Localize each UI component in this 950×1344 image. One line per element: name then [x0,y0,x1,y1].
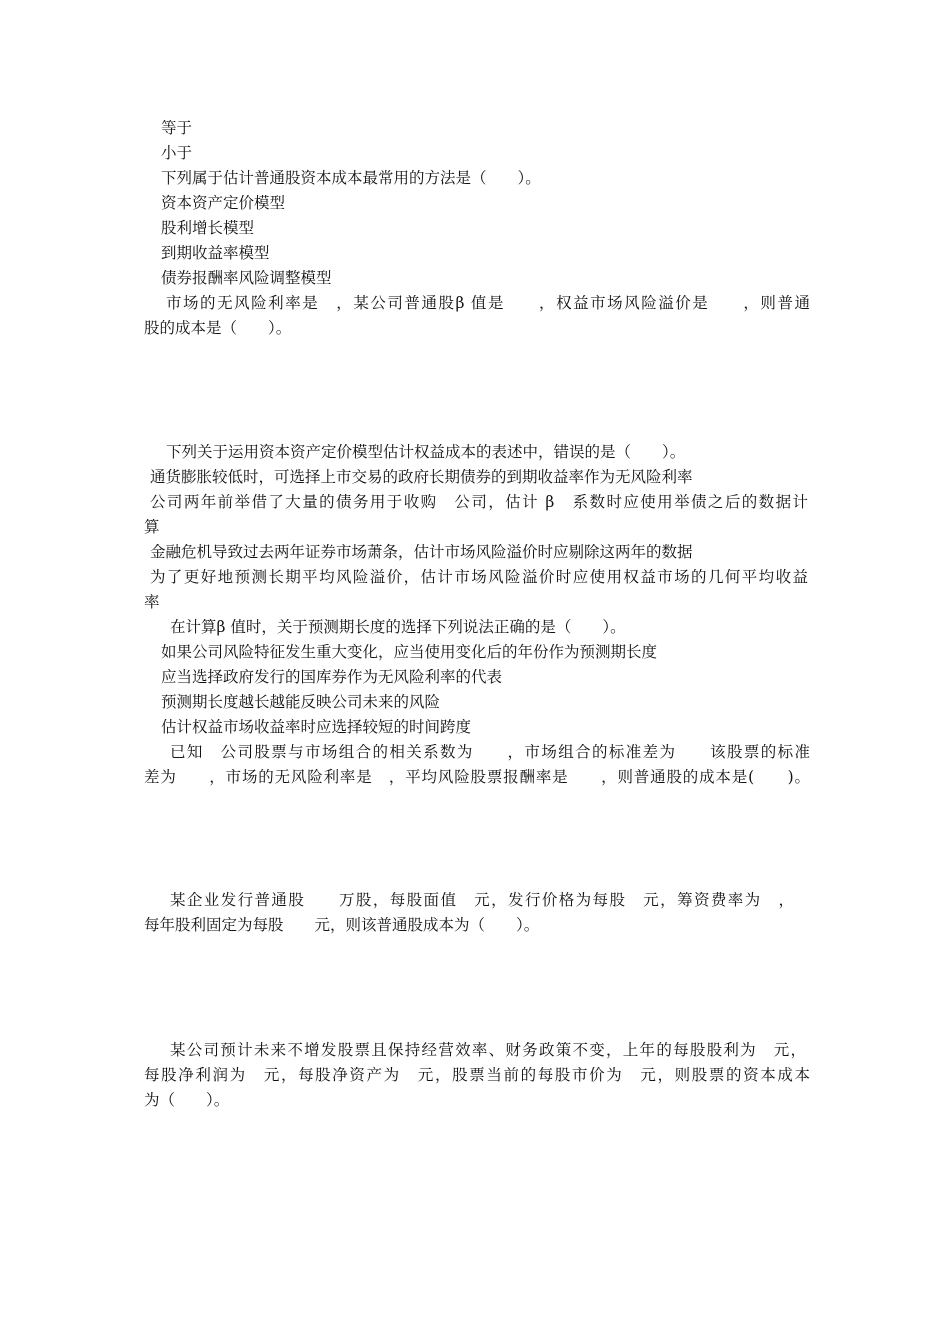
option-text: 金融危机导致过去两年证券市场萧条，估计市场风险溢价时应剔除这两年的数据 [150,543,693,561]
question-text: 每股净利润为 元，每股净资产为 元，股票当前的每股市价为 元，则股票的资本成本 [144,1066,810,1084]
option-text: 通货膨胀较低时，可选择上市交易的政府长期债券的到期收益率作为无风险利率 [150,468,693,486]
option-text: 小于 [161,144,193,162]
option-text: 预测期长度越长越能反映公司未来的风险 [161,693,441,711]
question-text: 已知 公司股票与市场组合的相关系数为 ，市场组合的标准差为 该股票的标准 [170,743,810,761]
question-text: 下列属于估计普通股资本成本最常用的方法是（ ）。 [161,169,541,187]
question-text: 每年股利固定为每股 元，则该普通股成本为（ ）。 [144,916,540,934]
question-text: 市场的无风险利率是 ，某公司普通股β 值是 ，权益市场风险溢价是 ，则普通 [166,294,810,312]
option-text: 股利增长模型 [161,219,255,237]
option-text: 债券报酬率风险调整模型 [161,269,332,287]
question-text: 某公司预计未来不增发股票且保持经营效率、财务政策不变，上年的每股股利为 元， [170,1041,806,1059]
option-text: 为了更好地预测长期平均风险溢价，估计市场风险溢价时应使用权益市场的几何平均收益 [150,568,808,586]
option-text: 估计权益市场收益率时应选择较短的时间跨度 [161,718,472,736]
option-text: 等于 [161,119,193,137]
question-text: 差为 ，市场的无风险利率是 ，平均风险股票报酬率是 ，则普通股的成本是( )。 [144,768,810,786]
option-text: 算 [144,518,160,536]
option-text: 如果公司风险特征发生重大变化，应当使用变化后的年份作为预测期长度 [161,643,658,661]
question-text: 股的成本是（ ）。 [144,319,292,337]
question-text: 某企业发行普通股 万股，每股面值 元，发行价格为每股 元，筹资费率为 ， [170,891,794,909]
option-text: 率 [144,593,160,611]
option-text: 公司两年前举借了大量的债务用于收购 公司，估计 β 系数时应使用举债之后的数据计 [150,493,808,511]
question-text: 在计算β 值时，关于预测期长度的选择下列说法正确的是（ ）。 [170,618,626,636]
question-text: 下列关于运用资本资产定价模型估计权益成本的表述中，错误的是（ ）。 [166,443,686,461]
option-text: 应当选择政府发行的国库券作为无风险利率的代表 [161,668,503,686]
option-text: 到期收益率模型 [161,244,270,262]
option-text: 资本资产定价模型 [161,194,286,212]
question-text: 为（ ）。 [144,1091,230,1109]
